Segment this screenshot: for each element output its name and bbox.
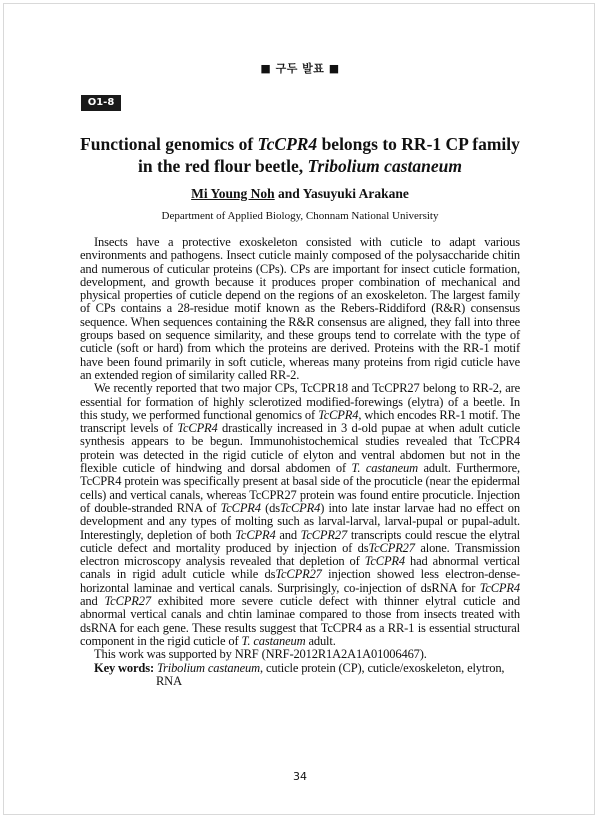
italic-run: TcCPR4 <box>318 407 359 422</box>
italic-run: T. castaneum <box>351 461 418 476</box>
text-run: exhibited more severe cuticle defect with thinner elytral cuticle and abnormal vertical canals and chtin laminae compared to those from insects treated with dsRNA for each gene. These results suggest that TcCPR4 as a RR-1 is essential structural component in the rigid cuticle of <box>80 594 520 648</box>
text-run: adult. Furthermore, TcCPR4 protein was specifically present at basal side of the procuticle (near the epidermal cells) and vertical canals, whereas TcCPR27 protein was found entire procuticle. Injection of double-stranded RNA of <box>80 461 520 515</box>
section-header: ■ 구두 발표 ■ <box>260 62 340 75</box>
text-run: We recently reported that two major CPs, TcCPR18 and TcCPR27 belong to RR-2, are essential for formation of highly sclerotized modified-forewings (elytra) of a beetle. In this study, we performed functional genomics of <box>80 381 520 422</box>
keywords-last: RNA <box>156 673 182 688</box>
text-run: , which encodes RR-1 motif. The transcript levels of <box>80 407 520 436</box>
text-run: and <box>80 594 105 609</box>
title-part: belongs to RR-1 CP family in the red flour beetle, <box>138 134 520 176</box>
abstract-title <box>80 133 520 177</box>
author-connector: and <box>274 186 303 201</box>
text-run: and <box>275 527 301 542</box>
italic-run: TcCPR4 <box>279 500 321 515</box>
title-species: Tribolium castaneum <box>307 156 462 176</box>
keywords-label: Key words: <box>94 660 154 675</box>
abstract-body <box>80 236 520 688</box>
text-run: drastically increased in 3 d-old pupae at when adult cuticle synthesis appears to be begun. Immunohistochemical studies revealed that TcCPR4 protein was detected in the rigid cuticle of elyton and ventral abdomen but not in the flexible cuticle of hindwing and dorsal abdomen of <box>80 421 521 476</box>
italic-run: TcCPR4 <box>364 554 406 569</box>
italic-run: TcCPR4 <box>235 527 276 542</box>
title-gene: TcCPR4 <box>257 134 318 154</box>
text-run: ) into late instar larvae had no effect on development and any types of molting such as larval-larval, larval-pupal or pupal-adult. Interestingly, depletion of both <box>80 500 520 542</box>
keywords-list: , cuticle protein (CP), cuticle/exoskeleton, elytron, <box>260 660 505 675</box>
funding-statement: This work was supported by NRF (NRF-2012R1A2A1A01006467). <box>94 647 427 662</box>
text-run: transcripts could rescue the elytral cuticle defect and mortality produced by injection of ds <box>80 527 520 555</box>
paragraph-intro: Insects have a protective exoskeleton consisted with cuticle to adapt various environments and pathogens. Insect cuticle mainly composed of the polysaccharide chitin and numerous of cuticular proteins (CPs). CPs are important for insect cuticle formation, development, and growth because it produces proper combination of mechanical and physical properties of cuticle depend on the regions of an exoskeleton. The largest family of CPs contains a 28-residue motif known as the Rebers-Riddiford (R&R) consensus sequence. When sequences containing the R&R consensus are aligned, they fall into three groups based on sequence similarity, and these groups tend to correlate with the type of cuticle (soft or hard) from which the proteins are derived. Proteins with the RR-1 motif have been found primarily in soft cuticle, whereas many proteins from rigid cuticle have an extended region of similarity called RR-2. <box>80 235 520 382</box>
text-run: (ds <box>260 500 280 515</box>
text-run: had abnormal vertical canals in rigid adult cuticle while ds <box>80 554 520 582</box>
keyword-species: Tribolium castaneum <box>156 660 260 675</box>
co-author: Yasuyuki Arakane <box>302 186 409 201</box>
paragraph-study <box>80 382 520 648</box>
text-run: injection showed less electron-dense-horizontal laminae and vertical canals. Surprisingly, co-injection of dsRNA for <box>80 567 520 595</box>
italic-run: T. castaneum <box>241 633 306 648</box>
italic-run: TcCPR27 <box>275 567 322 582</box>
text-run: alone. Transmission electron microscopy analysis revealed that depletion of <box>80 540 520 569</box>
italic-run: TcCPR4 <box>177 421 218 436</box>
italic-run: TcCPR27 <box>368 540 415 555</box>
italic-run: TcCPR4 <box>479 580 520 595</box>
affiliation: Department of Applied Biology, Chonnam National University <box>161 210 439 222</box>
title-part: Functional genomics of <box>80 134 258 154</box>
text-run: adult. <box>305 633 336 648</box>
presenting-author: Mi Young Noh <box>191 186 275 201</box>
keywords <box>80 662 520 689</box>
page-number: 34 <box>293 770 307 783</box>
abstract-id-badge: O1-8 <box>81 95 121 111</box>
italic-run: TcCPR27 <box>300 527 348 542</box>
italic-run: TcCPR4 <box>220 500 261 515</box>
author-line <box>0 186 600 202</box>
italic-run: TcCPR27 <box>104 594 151 609</box>
